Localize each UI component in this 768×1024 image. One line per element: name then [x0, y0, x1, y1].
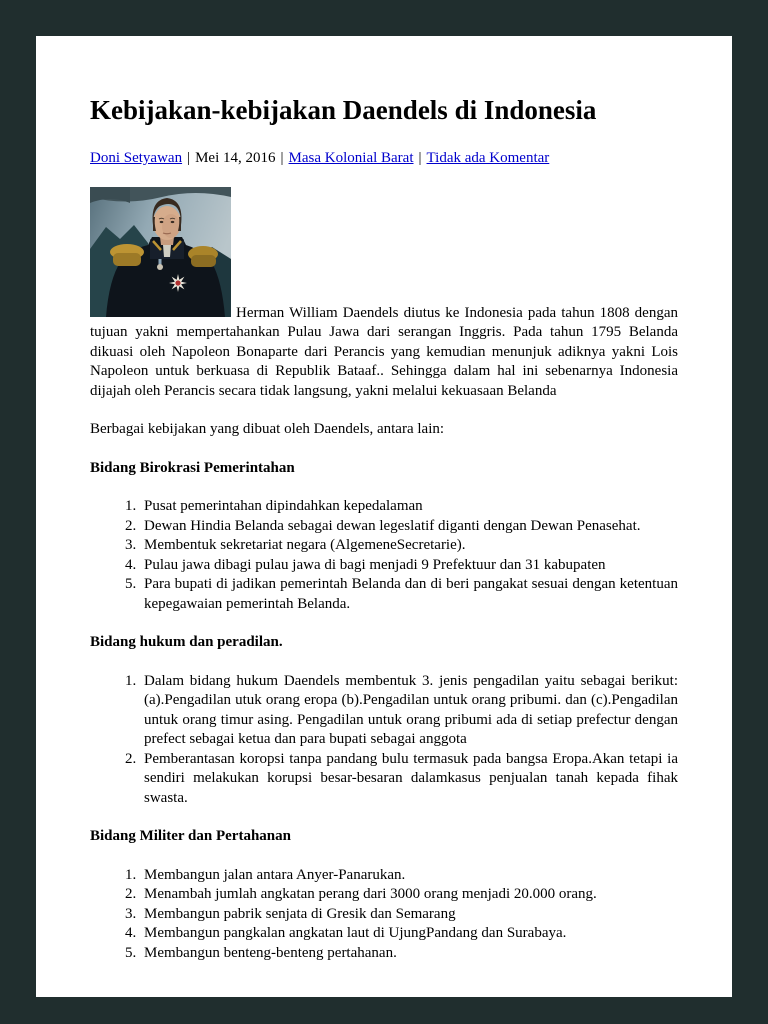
section-heading-militer: Bidang Militer dan Pertahanan [90, 828, 291, 845]
lead-paragraph: Berbagai kebijakan yang dibuat oleh Daendels, antara lain: [90, 421, 445, 438]
list-item: 1. Pusat pemerintahan dipindahkan kepedalaman [140, 497, 678, 517]
publish-date: Mei 14, 2016 [195, 150, 276, 167]
document-page [36, 36, 732, 997]
byline-separator: | [187, 150, 191, 167]
list-item: 2. Menambah jumlah angkatan perang dari 3000 orang menjadi 20.000 orang. [140, 885, 678, 905]
list-item: 5. Membangun benteng-benteng pertahanan. [140, 944, 678, 964]
byline-separator: | [418, 150, 422, 167]
daendels-portrait-image [90, 187, 231, 317]
list-item: 3. Membangun pabrik senjata di Gresik dan Semarang [140, 905, 678, 925]
article-title: Kebijakan-kebijakan Daendels di Indonesia [90, 95, 597, 125]
list-item: 1. Dalam bidang hukum Daendels membentuk 3. jenis pengadilan yaitu sebagai berikut: (a).Pengadilan utuk orang eropa (b).Pengadilan untuk orang pribumi. dan (c).Pengadilan untuk orang timur asing. Pengadilan untuk orang pribumi ada di setiap prefectur dengan prefect sebagai ketua dan para bupati sebagai anggota [140, 672, 678, 750]
author-link[interactable]: Doni Setyawan [90, 150, 183, 167]
list-item: 5. Para bupati di jadikan pemerintah Belanda dan di beri pangakat sesuai dengan ketentuan kepegawaian pemerintah Belanda. [140, 575, 678, 614]
policy-list-hukum [90, 672, 678, 809]
byline [90, 149, 678, 169]
list-item: 2. Pemberantasan koropsi tanpa pandang bulu termasuk pada bangsa Eropa.Akan tetapi ia sendiri melakukan korupsi besar-besaran dalamkasus penjualan tanah kepada fihak swasta. [140, 750, 678, 809]
list-item: 4. Membangun pangkalan angkatan laut di UjungPandang dan Surabaya. [140, 924, 678, 944]
list-item: 4. Pulau jawa dibagi pulau jawa di bagi menjadi 9 Prefektuur dan 31 kabupaten [140, 556, 678, 576]
list-item: 1. Membangun jalan antara Anyer-Panarukan. [140, 866, 678, 886]
section-heading-birokrasi: Bidang Birokrasi Pemerintahan [90, 459, 295, 476]
comments-link[interactable]: Tidak ada Komentar [426, 150, 550, 167]
policy-list-birokrasi [90, 497, 678, 614]
byline-separator: | [280, 150, 284, 167]
category-link[interactable]: Masa Kolonial Barat [288, 150, 414, 167]
intro-paragraph [90, 187, 678, 402]
policy-list-militer [90, 866, 678, 964]
intro-text: Herman William Daendels diutus ke Indonesia pada tahun 1808 dengan tujuan yakni mempertahankan Pulau Jawa dari serangan Inggris. Pada tahun 1795 Belanda dikuasi oleh Napoleon Bonaparte dari Perancis yang kemudian menunjuk adiknya yakni Lois Napoleon untuk berkuasa di Republik Bataaf.. Sehingga dalam hal ini sebenarnya Indonesia dijajah oleh Perancis secara tidak langsung, yakni melalui kekuasaan Belanda [90, 304, 678, 399]
section-heading-hukum: Bidang hukum dan peradilan. [90, 634, 283, 651]
list-item: 3. Membentuk sekretariat negara (AlgemeneSecretarie). [140, 536, 678, 556]
list-item: 2. Dewan Hindia Belanda sebagai dewan legeslatif diganti dengan Dewan Penasehat. [140, 517, 678, 537]
